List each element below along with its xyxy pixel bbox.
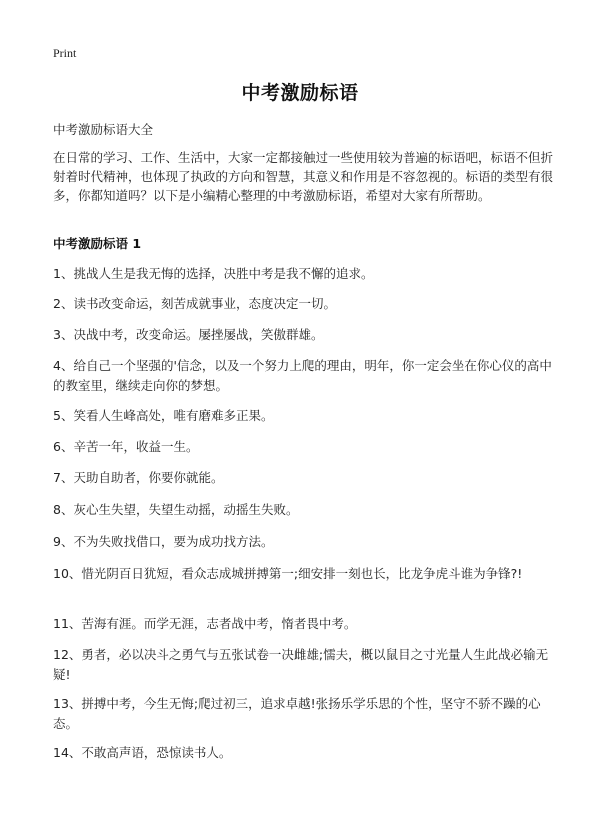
list-item: 3、决战中考，改变命运。屡挫屡战，笑傲群雄。 — [53, 327, 324, 342]
intro-paragraph: 在日常的学习、工作、生活中，大家一定都接触过一些使用较为普遍的标语吧，标语不但折射着时代精神，也体现了执政的方向和智慧，其意义和作用是不容忽视的。标语的类型有很多，你都知道吗？以下是小编精心整理的中考激励标语，希望对大家有所帮助。 — [53, 150, 554, 203]
list-item: 5、笑看人生峰高处，唯有磨难多正果。 — [53, 408, 274, 423]
list-item: 8、灰心生失望，失望生动摇，动摇生失败。 — [53, 502, 299, 517]
list-item: 13、拼搏中考，今生无悔;爬过初三，追求卓越!张扬乐学乐思的个性，坚守不骄不躁的心态。 — [53, 696, 541, 731]
list-item: 1、挑战人生是我无悔的选择，决胜中考是我不懈的追求。 — [53, 266, 374, 281]
list-item: 6、辛苦一年，收益一生。 — [53, 439, 199, 454]
page-title: 中考激励标语 — [241, 82, 359, 104]
list-item: 4、给自己一个坚强的'信念，以及一个努力上爬的理由，明年，你一定会坐在你心仪的高中的教室里，继续走向你的梦想。 — [53, 358, 552, 393]
list-item: 14、不敢高声语，恐惊读书人。 — [53, 745, 232, 760]
list-item: 11、苦海有涯。而学无涯，志者战中考，惰者畏中考。 — [53, 616, 357, 631]
list-item: 9、不为失败找借口，要为成功找方法。 — [53, 534, 274, 549]
list-item: 2、读书改变命运，刻苦成就事业，态度决定一切。 — [53, 296, 336, 311]
list-item: 12、勇者，必以决斗之勇气与五张试卷一决雌雄;懦夫，概以鼠目之寸光量人生此战必输无疑! — [53, 647, 549, 682]
page-subtitle: 中考激励标语大全 — [53, 122, 154, 137]
list-item: 10、惜光阴百日犹短，看众志成城拼搏第一;细安排一刻也长，比龙争虎斗谁为争锋?! — [53, 566, 523, 581]
section-heading: 中考激励标语 1 — [53, 236, 142, 251]
list-item: 7、天助自助者，你要你就能。 — [53, 470, 224, 485]
print-link[interactable]: Print — [53, 46, 77, 60]
